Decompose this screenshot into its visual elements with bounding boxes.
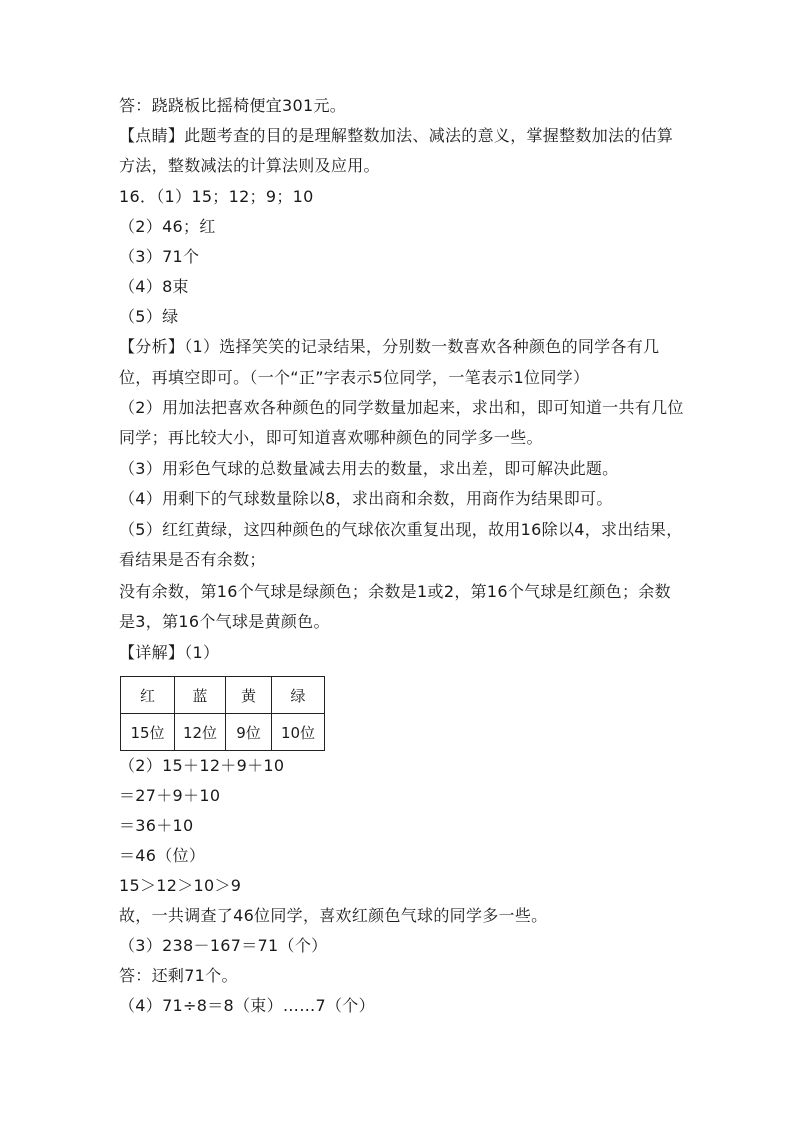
text-line-23: ＝46（位）: [119, 846, 206, 865]
text-line-18: 是3，第16个气球是黄颜色。: [119, 612, 330, 631]
table-cell: 9位: [226, 714, 272, 751]
text-line-15: （5）红红黄绿，这四种颜色的气球依次重复出现，故用16除以4，求出结果，: [119, 520, 683, 539]
text-line-28: （4）71÷8＝8（束）……7（个）: [119, 996, 375, 1015]
table-header-cell: 蓝: [175, 677, 226, 714]
table-row: [121, 714, 325, 751]
table-cell: 12位: [175, 714, 226, 751]
text-line-11: （2）用加法把喜欢各种颜色的同学数量加起来，求出和，即可知道一共有几位: [119, 398, 684, 417]
table-cell: 15位: [121, 714, 175, 751]
text-line-13: （3）用彩色气球的总数量减去用去的数量，求出差，即可解决此题。: [119, 459, 619, 478]
text-line-19: 【详解】（1）: [119, 643, 220, 662]
text-line-4: 16．（1）15；12；9；10: [119, 187, 314, 206]
table-header-cell: 绿: [272, 677, 325, 714]
table-header-cell: 红: [121, 677, 175, 714]
text-line-16: 看结果是否有余数；: [119, 550, 266, 569]
text-line-25: 故，一共调查了46位同学，喜欢红颜色气球的同学多一些。: [119, 906, 548, 925]
text-line-17: 没有余数，第16个气球是绿颜色；余数是1或2，第16个气球是红颜色；余数: [119, 582, 671, 601]
text-line-1: 答：跷跷板比摇椅便宜301元。: [119, 96, 347, 115]
text-line-22: ＝36＋10: [119, 816, 194, 835]
text-line-5: （2）46；红: [119, 217, 216, 236]
text-line-9: 【分析】（1）选择笑笑的记录结果，分别数一数喜欢各种颜色的同学各有几: [119, 337, 660, 356]
table-cell: 10位: [272, 714, 325, 751]
text-line-8: （5）绿: [119, 307, 179, 326]
table-header-cell: 黄: [226, 677, 272, 714]
text-line-6: （3）71个: [119, 247, 200, 266]
text-line-20: （2）15＋12＋9＋10: [119, 756, 285, 775]
text-line-26: （3）238－167＝71（个）: [119, 936, 328, 955]
text-line-14: （4）用剩下的气球数量除以8，求出商和余数，用商作为结果即可。: [119, 489, 613, 508]
table-header-row: [121, 677, 325, 714]
text-line-12: 同学；再比较大小，即可知道喜欢哪种颜色的同学多一些。: [119, 428, 543, 447]
text-line-21: ＝27＋9＋10: [119, 786, 221, 805]
color-count-table: [120, 676, 325, 751]
text-line-27: 答：还剩71个。: [119, 966, 238, 985]
text-line-10: 位，再填空即可。（一个“正”字表示5位同学，一笔表示1位同学）: [119, 368, 590, 387]
text-line-2: 【点睛】此题考查的目的是理解整数加法、减法的意义，掌握整数加法的估算: [119, 126, 674, 145]
text-line-24: 15＞12＞10＞9: [119, 876, 242, 895]
text-line-3: 方法，整数减法的计算法则及应用。: [119, 156, 380, 175]
text-line-7: （4）8束: [119, 277, 189, 296]
